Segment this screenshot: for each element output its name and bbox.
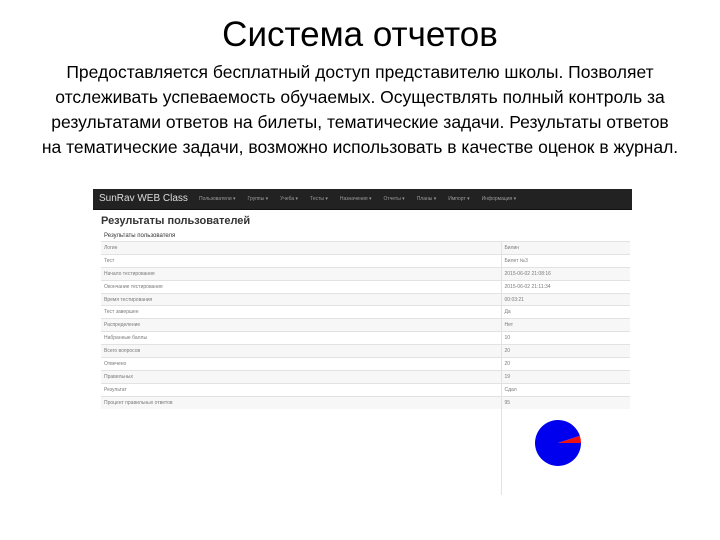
row-label: Тест завершен bbox=[101, 306, 501, 319]
row-value: 00:03:21 bbox=[501, 293, 630, 306]
table-row bbox=[101, 345, 630, 358]
table-row bbox=[101, 383, 630, 396]
table-divider bbox=[501, 399, 502, 495]
top-navbar bbox=[93, 189, 632, 210]
table-row bbox=[101, 396, 630, 408]
nav-item-tests[interactable]: Тесты ▾ bbox=[310, 196, 328, 202]
nav-item-reports[interactable]: Отчеты ▾ bbox=[383, 196, 405, 202]
table-row bbox=[101, 370, 630, 383]
row-value: Нет bbox=[501, 319, 630, 332]
row-label: Всего вопросов bbox=[101, 345, 501, 358]
table-row bbox=[101, 254, 630, 267]
panel-subtitle: Результаты пользователя bbox=[104, 233, 176, 239]
table-row bbox=[101, 332, 630, 345]
row-value: 2015-06-02 21:11:34 bbox=[501, 280, 630, 293]
brand-logo[interactable]: SunRav WEB Class bbox=[99, 193, 188, 204]
row-value: Да bbox=[501, 306, 630, 319]
row-label: Распределение bbox=[101, 319, 501, 332]
row-value: 95 bbox=[501, 396, 630, 408]
row-value: 20 bbox=[501, 358, 630, 371]
table-row bbox=[101, 267, 630, 280]
results-table bbox=[101, 241, 630, 409]
row-value: Билет №3 bbox=[501, 254, 630, 267]
row-value: Сдал bbox=[501, 383, 630, 396]
row-value: 19 bbox=[501, 370, 630, 383]
row-label: Окончание тестирования bbox=[101, 280, 501, 293]
table-row bbox=[101, 293, 630, 306]
nav-item-info[interactable]: Информация ▾ bbox=[481, 196, 517, 202]
panel-title: Результаты пользователей bbox=[101, 215, 251, 227]
nav-menu bbox=[199, 196, 528, 202]
row-label: Набранные баллы bbox=[101, 332, 501, 345]
slide-title: Система отчетов bbox=[222, 15, 498, 54]
row-value: 20 bbox=[501, 345, 630, 358]
nav-item-study[interactable]: Учеба ▾ bbox=[280, 196, 299, 202]
table-row bbox=[101, 242, 630, 255]
row-label: Правильных bbox=[101, 370, 501, 383]
row-label: Отвечено bbox=[101, 358, 501, 371]
row-value: 2015-06-02 21:08:16 bbox=[501, 267, 630, 280]
table-row bbox=[101, 280, 630, 293]
nav-item-import[interactable]: Импорт ▾ bbox=[448, 196, 470, 202]
nav-item-plans[interactable]: Планы ▾ bbox=[416, 196, 437, 202]
row-label: Время тестирования bbox=[101, 293, 501, 306]
result-pie-chart bbox=[534, 419, 582, 467]
nav-item-users[interactable]: Пользователи ▾ bbox=[199, 196, 236, 202]
nav-item-groups[interactable]: Группы ▾ bbox=[247, 196, 269, 202]
row-label: Тест bbox=[101, 254, 501, 267]
row-value: Билин bbox=[501, 242, 630, 255]
row-label: Логин bbox=[101, 242, 501, 255]
row-label: Начало тестирования bbox=[101, 267, 501, 280]
slide-body-text: Предоставляется бесплатный доступ представителю школы. Позволяет отслеживать успеваемость обучаемых. Осуществлять полный контроль за результатами ответов на билеты, тематические задачи. Результаты ответов на тематические задачи, возможно использовать в качестве оценок в журнал. bbox=[41, 62, 679, 157]
row-label: Процент правильных ответов bbox=[101, 396, 501, 408]
table-row bbox=[101, 306, 630, 319]
table-row bbox=[101, 319, 630, 332]
app-screenshot bbox=[93, 189, 632, 495]
nav-item-assignments[interactable]: Назначения ▾ bbox=[339, 196, 372, 202]
row-label: Результат bbox=[101, 383, 501, 396]
row-value: 10 bbox=[501, 332, 630, 345]
table-row bbox=[101, 358, 630, 371]
